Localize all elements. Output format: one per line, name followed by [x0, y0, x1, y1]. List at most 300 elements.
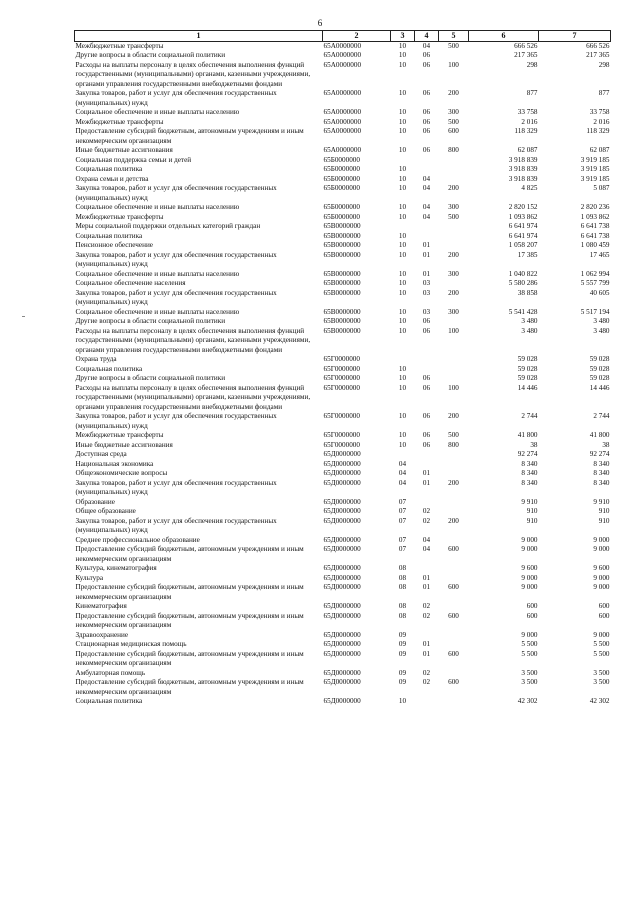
table-row	[75, 165, 611, 175]
cell-expense-type	[439, 631, 469, 641]
budget-table	[74, 30, 611, 707]
cell-description: Амбулаторная помощь	[75, 668, 146, 677]
cell-amount-year-1: 1 093 862	[508, 212, 538, 221]
cell-amount-year-1: 41 800	[517, 431, 538, 439]
cell-target-code: 65Д0000000	[323, 459, 361, 468]
table-row	[75, 270, 611, 280]
cell-amount-year-2: 9 000	[593, 573, 610, 582]
cell-expense-type	[439, 222, 469, 232]
cell-amount-year-2: 59 028	[589, 364, 610, 373]
cell-description: Межбюджетные трансферты	[75, 212, 164, 221]
cell-description: Социальное обеспечение и иные выплаты населению	[75, 203, 240, 211]
cell-description: Социальное обеспечение населения	[75, 279, 186, 287]
cell-target-code: 65Д0000000	[323, 535, 361, 544]
cell-section: 10	[398, 89, 407, 97]
header-col-7: 7	[539, 31, 611, 42]
cell-target-code: 65А0000000	[323, 117, 362, 126]
table-row	[75, 289, 611, 308]
cell-section	[391, 156, 415, 166]
cell-description: Доступная среда	[75, 450, 127, 458]
cell-amount-year-2: 910	[598, 516, 610, 525]
cell-target-code: 65В0000000	[323, 307, 361, 316]
cell-expense-type	[439, 365, 469, 375]
cell-subsection: 06	[422, 108, 431, 116]
cell-amount-year-2: 3 919 185	[580, 165, 610, 173]
cell-subsection	[415, 498, 439, 508]
cell-description: Охрана семьи и детства	[75, 174, 149, 183]
cell-expense-type: 300	[448, 307, 459, 316]
cell-subsection: 06	[422, 89, 431, 97]
cell-description: Предоставление субсидий бюджетным, автономным учреждениям и иным некоммерческим организациям	[75, 127, 304, 145]
cell-amount-year-2: 9 000	[593, 535, 610, 544]
cell-expense-type: 600	[448, 583, 459, 591]
cell-subsection: 06	[422, 326, 431, 335]
cell-section: 09	[398, 649, 407, 658]
cell-target-code: 65Б0000000	[323, 174, 360, 183]
cell-subsection	[415, 697, 439, 707]
table-row	[75, 412, 611, 431]
cell-amount-year-2: 38	[602, 440, 610, 449]
cell-amount-year-2: 118 329	[586, 127, 610, 135]
table-row	[75, 61, 611, 90]
cell-amount-year-1: 5 500	[521, 649, 538, 658]
cell-target-code: 65Д0000000	[323, 497, 361, 506]
cell-subsection: 02	[422, 678, 431, 686]
cell-description: Закупка товаров, работ и услуг для обеспечения государственных (муниципальных) нужд	[75, 478, 277, 496]
cell-subsection: 06	[422, 60, 431, 69]
cell-target-code: 65В0000000	[323, 231, 361, 240]
table-row	[75, 431, 611, 441]
cell-expense-type	[439, 317, 469, 327]
cell-section: 10	[398, 307, 407, 316]
cell-amount-year-2: 5 500	[593, 649, 610, 658]
cell-expense-type	[439, 460, 469, 470]
cell-description: Социальная поддержка семьи и детей	[75, 155, 192, 164]
cell-section: 07	[398, 545, 407, 553]
table-row	[75, 612, 611, 631]
table-row	[75, 308, 611, 318]
cell-amount-year-1: 9 000	[521, 545, 538, 553]
cell-subsection	[415, 460, 439, 470]
cell-subsection: 01	[422, 640, 431, 648]
cell-expense-type	[439, 669, 469, 679]
table-row	[75, 536, 611, 546]
cell-amount-year-2: 2 744	[593, 412, 610, 420]
table-row	[75, 184, 611, 203]
table-row	[75, 232, 611, 242]
margin-mark	[22, 316, 25, 317]
cell-expense-type: 200	[448, 412, 459, 420]
cell-section: 10	[398, 412, 407, 420]
cell-section: 08	[398, 573, 407, 582]
cell-amount-year-1: 33 758	[517, 108, 538, 116]
cell-amount-year-2: 3 500	[593, 678, 610, 686]
cell-description: Кинематография	[75, 602, 127, 610]
cell-amount-year-1: 600	[526, 611, 538, 620]
cell-amount-year-2: 600	[598, 602, 610, 610]
cell-section: 07	[398, 516, 407, 525]
cell-description: Социальное обеспечение и иные выплаты населению	[75, 108, 240, 116]
cell-expense-type	[439, 536, 469, 546]
cell-amount-year-1: 3 480	[521, 326, 538, 335]
cell-section: 10	[398, 374, 407, 382]
cell-target-code: 65А0000000	[323, 60, 362, 69]
cell-description: Образование	[75, 497, 115, 506]
cell-target-code: 65Г0000000	[323, 383, 360, 392]
cell-amount-year-2: 59 028	[589, 374, 610, 382]
table-row	[75, 41, 611, 51]
cell-target-code: 65В0000000	[323, 250, 361, 259]
table-row	[75, 118, 611, 128]
cell-amount-year-1: 9 000	[521, 630, 538, 639]
cell-expense-type: 600	[448, 127, 459, 135]
cell-description: Закупка товаров, работ и услуг для обеспечения государственных (муниципальных) нужд	[75, 288, 277, 306]
cell-target-code: 65Б0000000	[323, 212, 360, 221]
cell-expense-type	[439, 374, 469, 384]
cell-subsection: 06	[422, 374, 431, 382]
cell-section: 10	[398, 431, 407, 439]
cell-subsection: 01	[422, 250, 431, 259]
cell-section	[391, 355, 415, 365]
cell-amount-year-1: 217 365	[514, 51, 538, 59]
cell-description: Социальное обеспечение и иные выплаты населению	[75, 269, 240, 278]
table-row	[75, 327, 611, 356]
cell-description: Культура	[75, 573, 104, 582]
cell-subsection: 06	[422, 431, 431, 439]
cell-target-code: 65Г0000000	[323, 412, 360, 420]
cell-amount-year-2: 59 028	[589, 355, 610, 363]
cell-amount-year-1: 4 825	[521, 184, 538, 192]
cell-section: 04	[398, 478, 407, 487]
cell-section: 10	[398, 127, 407, 135]
cell-subsection: 06	[422, 51, 431, 59]
table-row	[75, 365, 611, 375]
cell-target-code: 65Б0000000	[323, 184, 360, 192]
table-row	[75, 213, 611, 223]
cell-amount-year-2: 8 340	[593, 459, 610, 468]
cell-amount-year-2: 9 000	[593, 630, 610, 639]
cell-amount-year-2: 3 919 185	[580, 155, 610, 164]
cell-subsection: 04	[422, 184, 431, 192]
cell-section: 10	[398, 440, 407, 449]
cell-description: Общеэкономические вопросы	[75, 469, 168, 477]
cell-amount-year-1: 9 000	[521, 535, 538, 544]
cell-amount-year-1: 2 820 152	[508, 203, 538, 211]
cell-subsection: 01	[422, 583, 431, 591]
cell-amount-year-2: 298	[598, 60, 610, 69]
cell-subsection	[415, 165, 439, 175]
cell-subsection: 06	[422, 146, 431, 154]
cell-amount-year-1: 1 040 822	[508, 269, 538, 278]
table-row	[75, 317, 611, 327]
cell-section: 10	[398, 41, 407, 50]
cell-expense-type: 200	[448, 516, 459, 525]
cell-description: Другие вопросы в области социальной политики	[75, 317, 226, 325]
cell-expense-type: 500	[448, 41, 459, 50]
cell-description: Иные бюджетные ассигнования	[75, 440, 173, 449]
cell-section	[391, 222, 415, 232]
cell-expense-type	[439, 574, 469, 584]
cell-amount-year-1: 5 541 428	[508, 307, 538, 316]
cell-amount-year-1: 877	[526, 89, 538, 97]
cell-subsection: 01	[422, 649, 431, 658]
cell-subsection: 03	[422, 279, 431, 287]
cell-target-code: 65Д0000000	[323, 516, 361, 525]
table-row	[75, 108, 611, 118]
cell-subsection	[415, 631, 439, 641]
cell-amount-year-2: 3 480	[593, 326, 610, 335]
cell-amount-year-1: 118 329	[514, 127, 538, 135]
cell-section: 09	[398, 678, 407, 686]
cell-amount-year-2: 9 000	[593, 583, 610, 591]
cell-amount-year-1: 910	[526, 516, 538, 525]
cell-amount-year-2: 5 517 194	[580, 307, 610, 316]
table-row	[75, 678, 611, 697]
cell-amount-year-2: 3 919 185	[580, 174, 610, 183]
cell-subsection: 04	[422, 545, 431, 553]
header-col-5: 5	[439, 31, 469, 42]
cell-target-code: 65А0000000	[323, 89, 362, 97]
cell-expense-type	[439, 469, 469, 479]
cell-expense-type	[439, 498, 469, 508]
cell-subsection	[415, 232, 439, 242]
cell-subsection: 04	[422, 535, 431, 544]
cell-amount-year-1: 42 302	[517, 697, 538, 705]
cell-amount-year-1: 8 340	[521, 459, 538, 468]
cell-section: 10	[398, 174, 407, 183]
cell-subsection: 06	[422, 117, 431, 126]
cell-description: Иные бюджетные ассигнования	[75, 146, 173, 154]
cell-expense-type	[439, 279, 469, 289]
cell-target-code: 65Д0000000	[323, 630, 361, 639]
cell-section: 09	[398, 630, 407, 639]
cell-description: Предоставление субсидий бюджетным, автономным учреждениям и иным некоммерческим организациям	[75, 678, 304, 696]
cell-amount-year-1: 9 910	[521, 497, 538, 506]
header-col-1: 1	[75, 31, 323, 42]
cell-expense-type	[439, 175, 469, 185]
cell-target-code: 65В0000000	[323, 288, 361, 297]
cell-section: 10	[398, 383, 407, 392]
table-row	[75, 545, 611, 564]
cell-expense-type: 500	[448, 431, 459, 439]
cell-subsection: 03	[422, 307, 431, 316]
cell-section: 07	[398, 535, 407, 544]
cell-section: 10	[398, 117, 407, 126]
cell-amount-year-2: 5 500	[593, 640, 610, 648]
table-row	[75, 241, 611, 251]
cell-subsection	[415, 156, 439, 166]
cell-description: Социальная политика	[75, 165, 143, 173]
cell-subsection	[415, 564, 439, 574]
cell-amount-year-2: 600	[598, 611, 610, 620]
cell-amount-year-2: 40 605	[589, 288, 610, 297]
cell-section: 08	[398, 564, 407, 572]
cell-amount-year-1: 3 480	[521, 317, 538, 325]
cell-section: 10	[398, 51, 407, 59]
cell-section: 09	[398, 640, 407, 648]
cell-expense-type: 200	[448, 184, 459, 192]
table-row	[75, 460, 611, 470]
table-row	[75, 384, 611, 413]
cell-section: 10	[398, 231, 407, 240]
cell-amount-year-2: 6 641 738	[580, 231, 610, 240]
table-row	[75, 146, 611, 156]
cell-target-code: 65В0000000	[323, 279, 361, 287]
cell-expense-type	[439, 564, 469, 574]
cell-subsection: 06	[422, 127, 431, 135]
cell-target-code: 65В0000000	[323, 222, 361, 230]
cell-amount-year-1: 6 641 974	[508, 222, 538, 230]
cell-description: Социальное обеспечение и иные выплаты населению	[75, 307, 240, 316]
cell-description: Стационарная медицинская помощь	[75, 640, 187, 648]
cell-target-code: 65А0000000	[323, 51, 362, 59]
cell-subsection	[415, 365, 439, 375]
cell-amount-year-2: 1 080 459	[580, 241, 610, 249]
cell-amount-year-1: 59 028	[517, 364, 538, 373]
cell-expense-type: 800	[448, 440, 459, 449]
cell-target-code: 65Д0000000	[323, 478, 361, 487]
cell-section: 10	[398, 288, 407, 297]
cell-amount-year-1: 92 274	[517, 450, 538, 458]
cell-expense-type: 100	[448, 60, 459, 69]
cell-expense-type: 300	[448, 203, 459, 211]
cell-description: Предоставление субсидий бюджетным, автономным учреждениям и иным некоммерческим организациям	[75, 545, 304, 563]
cell-description: Культура, кинематография	[75, 564, 157, 572]
cell-description: Закупка товаров, работ и услуг для обеспечения государственных (муниципальных) нужд	[75, 184, 277, 202]
cell-amount-year-1: 9 600	[521, 564, 538, 572]
cell-target-code: 65А0000000	[323, 108, 362, 116]
cell-description: Меры социальной поддержки отдельных категорий граждан	[75, 222, 261, 230]
cell-description: Национальная экономика	[75, 459, 154, 468]
cell-subsection: 06	[422, 412, 431, 420]
cell-expense-type: 600	[448, 678, 459, 686]
cell-description: Предоставление субсидий бюджетным, автономным учреждениям и иным некоммерческим организациям	[75, 583, 304, 601]
cell-target-code: 65Д0000000	[323, 507, 361, 515]
cell-amount-year-2: 9 600	[593, 564, 610, 572]
cell-target-code: 65Б0000000	[323, 165, 360, 173]
cell-description: Закупка товаров, работ и услуг для обеспечения государственных (муниципальных) нужд	[75, 412, 277, 430]
cell-section: 10	[398, 146, 407, 154]
cell-amount-year-1: 9 000	[521, 573, 538, 582]
cell-amount-year-2: 3 480	[593, 317, 610, 325]
table-row	[75, 507, 611, 517]
cell-expense-type: 200	[448, 478, 459, 487]
table-row	[75, 374, 611, 384]
cell-amount-year-2: 666 526	[586, 41, 610, 50]
cell-expense-type	[439, 602, 469, 612]
cell-description: Расходы на выплаты персоналу в целях обеспечения выполнения функций государственными (муниципальными) органами, казенными учреждениями, органами управления государственными внебюджетными фондами	[75, 326, 311, 354]
cell-amount-year-1: 9 000	[521, 583, 538, 591]
cell-description: Здравоохранение	[75, 630, 129, 639]
cell-amount-year-1: 8 340	[521, 478, 538, 487]
cell-section: 04	[398, 469, 407, 477]
cell-target-code: 65Б0000000	[323, 155, 360, 164]
cell-target-code: 65Д0000000	[323, 649, 361, 658]
table-row	[75, 640, 611, 650]
cell-description: Общее образование	[75, 507, 136, 515]
cell-amount-year-1: 2 016	[521, 117, 538, 126]
cell-subsection: 01	[422, 469, 431, 477]
table-row	[75, 89, 611, 108]
cell-amount-year-1: 666 526	[514, 41, 538, 50]
cell-amount-year-2: 17 465	[589, 250, 610, 259]
cell-target-code: 65Д0000000	[323, 697, 361, 705]
cell-target-code: 65Д0000000	[323, 678, 361, 686]
cell-target-code: 65Д0000000	[323, 668, 361, 677]
cell-description: Предоставление субсидий бюджетным, автономным учреждениям и иным некоммерческим организациям	[75, 611, 304, 629]
cell-amount-year-2: 1 093 862	[580, 212, 610, 221]
cell-target-code: 65Д0000000	[323, 450, 361, 458]
cell-amount-year-2: 1 062 994	[580, 269, 610, 278]
cell-target-code: 65Г0000000	[323, 364, 360, 373]
cell-subsection	[415, 450, 439, 460]
cell-expense-type: 200	[448, 89, 459, 97]
cell-section: 08	[398, 602, 407, 610]
cell-expense-type: 600	[448, 649, 459, 658]
cell-target-code: 65Д0000000	[323, 611, 361, 620]
cell-target-code: 65Г0000000	[323, 355, 360, 363]
cell-amount-year-2: 877	[598, 89, 610, 97]
cell-amount-year-1: 14 446	[517, 383, 538, 392]
cell-subsection: 02	[422, 516, 431, 525]
cell-description: Межбюджетные трансферты	[75, 117, 164, 126]
cell-target-code: 65В0000000	[323, 241, 361, 249]
cell-target-code: 65В0000000	[323, 326, 361, 335]
cell-description: Расходы на выплаты персоналу в целях обеспечения выполнения функций государственными (муниципальными) органами, казенными учреждениями, органами управления государственными внебюджетными фондами	[75, 60, 311, 88]
cell-subsection: 01	[422, 573, 431, 582]
cell-expense-type: 600	[448, 545, 459, 553]
cell-amount-year-2: 217 365	[586, 51, 610, 59]
cell-section: 10	[398, 165, 407, 173]
cell-target-code: 65Б0000000	[323, 203, 360, 211]
cell-expense-type: 200	[448, 250, 459, 259]
table-row	[75, 669, 611, 679]
table-row	[75, 498, 611, 508]
header-col-6: 6	[469, 31, 539, 42]
cell-description: Социальная политика	[75, 231, 143, 240]
cell-section: 10	[398, 364, 407, 373]
cell-amount-year-1: 3 918 839	[508, 155, 538, 164]
cell-target-code: 65Д0000000	[323, 583, 361, 591]
cell-section: 08	[398, 583, 407, 591]
cell-target-code: 65Г0000000	[323, 440, 360, 449]
cell-subsection	[415, 355, 439, 365]
cell-subsection: 01	[422, 478, 431, 487]
cell-description: Другие вопросы в области социальной политики	[75, 51, 226, 59]
cell-target-code: 65А0000000	[323, 41, 362, 50]
cell-expense-type	[439, 241, 469, 251]
cell-amount-year-1: 3 918 839	[508, 165, 538, 173]
cell-subsection: 03	[422, 288, 431, 297]
cell-amount-year-2: 42 302	[589, 697, 610, 705]
cell-subsection: 06	[422, 383, 431, 392]
cell-section: 10	[398, 212, 407, 221]
cell-target-code: 65Д0000000	[323, 573, 361, 582]
cell-description: Расходы на выплаты персоналу в целях обеспечения выполнения функций государственными (муниципальными) органами, казенными учреждениями, органами управления государственными внебюджетными фондами	[75, 383, 311, 411]
cell-target-code: 65Г0000000	[323, 431, 360, 439]
cell-amount-year-2: 9 000	[593, 545, 610, 553]
cell-amount-year-1: 5 580 286	[508, 279, 538, 287]
cell-section: 08	[398, 611, 407, 620]
table-row	[75, 251, 611, 270]
cell-amount-year-1: 1 058 207	[508, 241, 538, 249]
cell-description: Социальная политика	[75, 697, 143, 705]
table-row	[75, 175, 611, 185]
page-number: 6	[317, 18, 323, 28]
cell-section: 10	[398, 108, 407, 116]
cell-amount-year-2: 14 446	[589, 383, 610, 392]
table-row	[75, 279, 611, 289]
